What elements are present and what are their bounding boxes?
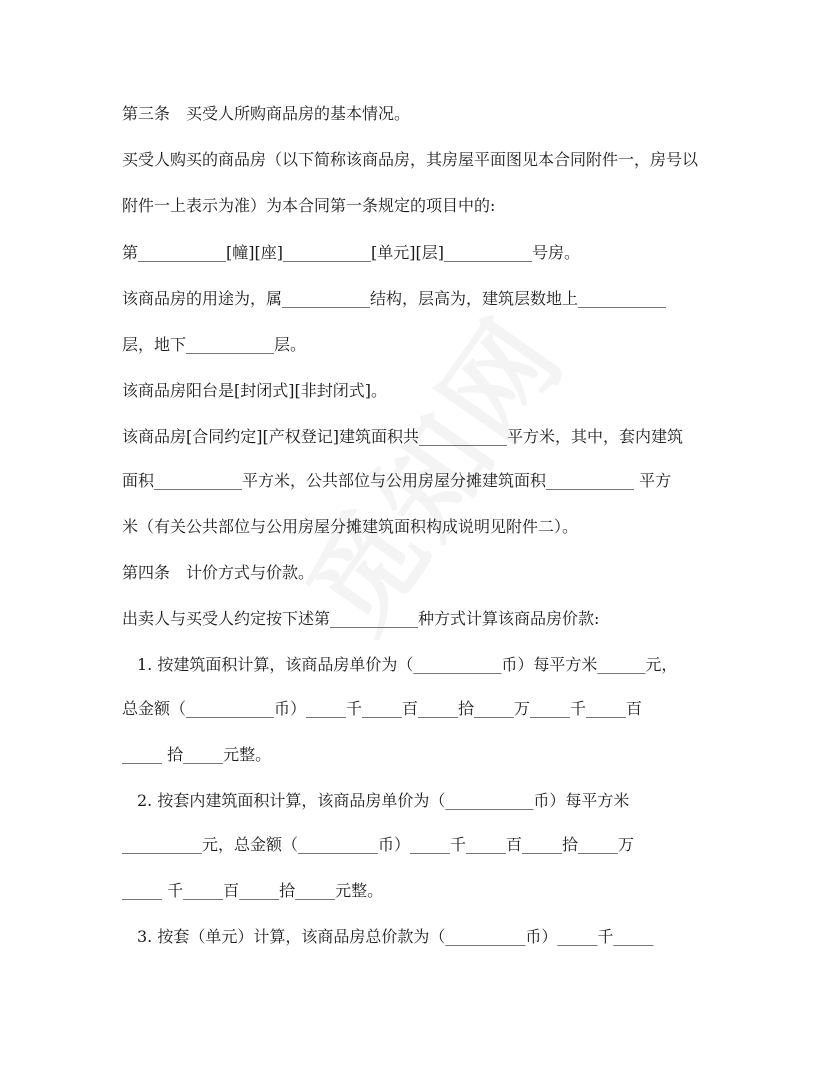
text-line: _____ 拾_____元整。 xyxy=(122,745,272,764)
text-line: _____ 千_____百_____拾_____元整。 xyxy=(122,881,384,900)
text-line: 该商品房的用途为，属___________结构，层高为，建筑层数地上___________ xyxy=(122,289,667,308)
option-1: 1. 按建筑面积计算，该商品房单价为（___________币）每平方米______元， xyxy=(137,655,678,674)
article-4-heading: 第四条 计价方式与价款。 xyxy=(122,563,315,582)
text-line: 层，地下___________层。 xyxy=(122,335,307,354)
watermark xyxy=(264,281,593,657)
text-line: 总金额（___________币）_____千_____百_____拾_____万_____千_____百 xyxy=(122,699,643,718)
text-line: __________元，总金额（__________币）_____千_____百_____拾_____万 xyxy=(122,835,635,854)
option-2: 2. 按套内建筑面积计算，该商品房单价为（___________币）每平方米 xyxy=(137,791,630,810)
text-line: 买受人购买的商品房（以下简称该商品房，其房屋平面图见本合同附件一，房号以 xyxy=(122,150,699,169)
text-line: 附件一上表示为准）为本合同第一条规定的项目中的: xyxy=(122,196,496,215)
article-3-heading: 第三条 买受人所购商品房的基本情况。 xyxy=(122,104,411,123)
text-line: 该商品房阳台是[封闭式][非封闭式]。 xyxy=(122,381,387,400)
text-line: 出卖人与买受人约定按下述第___________种方式计算该商品房价款: xyxy=(122,609,600,628)
option-3: 3. 按套（单元）计算，该商品房总价款为（__________币）_____千_____ xyxy=(137,927,654,946)
text-line: 面积___________平方米，公共部位与公用房屋分摊建筑面积___________ 平方 xyxy=(122,471,672,490)
text-line: 米（有关公共部位与公用房屋分摊建筑面积构成说明见附件二）。 xyxy=(122,517,579,536)
text-line: 该商品房[合同约定][产权登记]建筑面积共___________平方米，其中，套内建筑 xyxy=(122,427,683,446)
text-line: 第___________[幢][座]___________[单元][层]___________号房。 xyxy=(122,243,580,262)
